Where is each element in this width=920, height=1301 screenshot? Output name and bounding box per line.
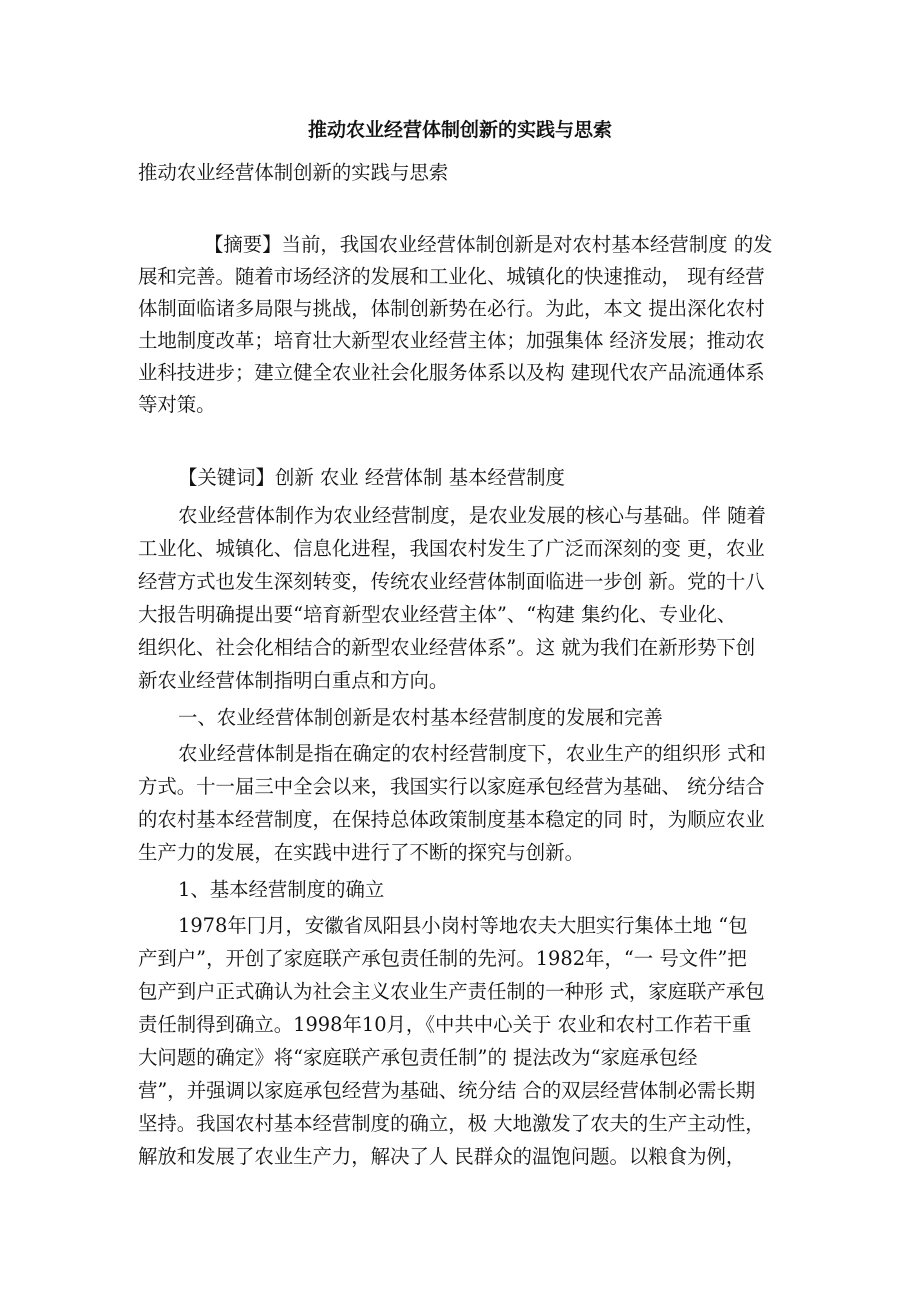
intro-line: 工业化、城镇化、信息化进程，我国农村发生了广泛而深刻的变 更，农业 <box>138 537 765 560</box>
section-body-line: 农业经营体制是指在确定的农村经营制度下，农业生产的组织形 式和 <box>178 742 766 765</box>
intro-line: 大报告明确提出要“培育新型农业经营主体”、“构建 集约化、专业化、 <box>138 603 737 626</box>
document-title: 推动农业经营体制创新的实践与思索 <box>307 119 612 141</box>
intro-line: 新农业经营体制指明白重点和方向。 <box>138 669 449 692</box>
intro-line: 经营方式也发生深刻转变，传统农业经营体制面临进一步创 新。党的十八 <box>138 570 765 593</box>
intro-line: 组织化、社会化相结合的新型农业经营体系”。这 就为我们在新形势下创 <box>138 636 756 659</box>
abstract-line: 体制面临诸多局限与挑战，体制创新势在必行。为此，本文 提出深化农村 <box>138 297 765 320</box>
subsection-body-line: 坚持。我国农村基本经营制度的确立，极 大地激发了农夫的生产主动性， <box>138 1112 765 1135</box>
section-body-line: 方式。十一届三中全会以来，我国实行以家庭承包经营为基础、 统分结合 <box>138 775 765 798</box>
section-heading: 一、农业经营体制创新是农村基本经营制度的发展和完善 <box>178 706 663 729</box>
subsection-body-line: 大问题的确定》将“家庭联产承包责任制”的 提法改为“家庭承包经 <box>138 1046 698 1069</box>
section-body-line: 生产力的发展，在实践中进行了不断的探究与创新。 <box>138 841 584 864</box>
abstract-line: 业科技进步；建立健全农业社会化服务体系以及构 建现代农产品流通体系 <box>138 361 765 384</box>
subsection-body-line: 包产到户正式确认为社会主义农业生产责任制的一种形 式，家庭联产承包 <box>138 980 765 1003</box>
section-body-line: 的农村基本经营制度，在保持总体政策制度基本稳定的同 时，为顺应农业 <box>138 808 765 831</box>
abstract-line: 【摘要】当前，我国农业经营体制创新是对农村基本经营制度 的发 <box>204 233 773 256</box>
subsection-body-line: 营”，并强调以家庭承包经营为基础、统分结 合的双层经营体制必需长期 <box>138 1079 756 1102</box>
subsection-body-line: 解放和发展了农业生产力，解决了人 民群众的温饱问题。以粮食为例， <box>138 1145 746 1168</box>
subsection-body-line: 责任制得到确立。1998年10月，《中共中心关于 农业和农村工作若干重 <box>138 1013 752 1036</box>
subsection-body-line: 产到户”，开创了家庭联产承包责任制的先河。1982年，“一 号文件”把 <box>138 947 747 970</box>
document-subtitle: 推动农业经营体制创新的实践与思索 <box>138 161 449 184</box>
abstract-line: 等对策。 <box>138 393 216 416</box>
subsection-body-line: 1978年冂月，安徽省凤阳县小岗村等地农夫大胆实行集体土地 “包 <box>178 914 748 937</box>
abstract-line: 展和完善。随着市场经济的发展和工业化、城镇化的快速推动， 现有经营 <box>138 265 765 288</box>
keywords-line: 【关键词】创新 农业 经营体制 基本经营制度 <box>178 466 565 489</box>
intro-line: 农业经营体制作为农业经营制度，是农业发展的核心与基础。伴 随着 <box>178 504 766 527</box>
subsection-heading: 1、基本经营制度的确立 <box>178 878 385 901</box>
abstract-line: 土地制度改革；培育壮大新型农业经营主体；加强集体 经济发展；推动农 <box>138 329 765 352</box>
